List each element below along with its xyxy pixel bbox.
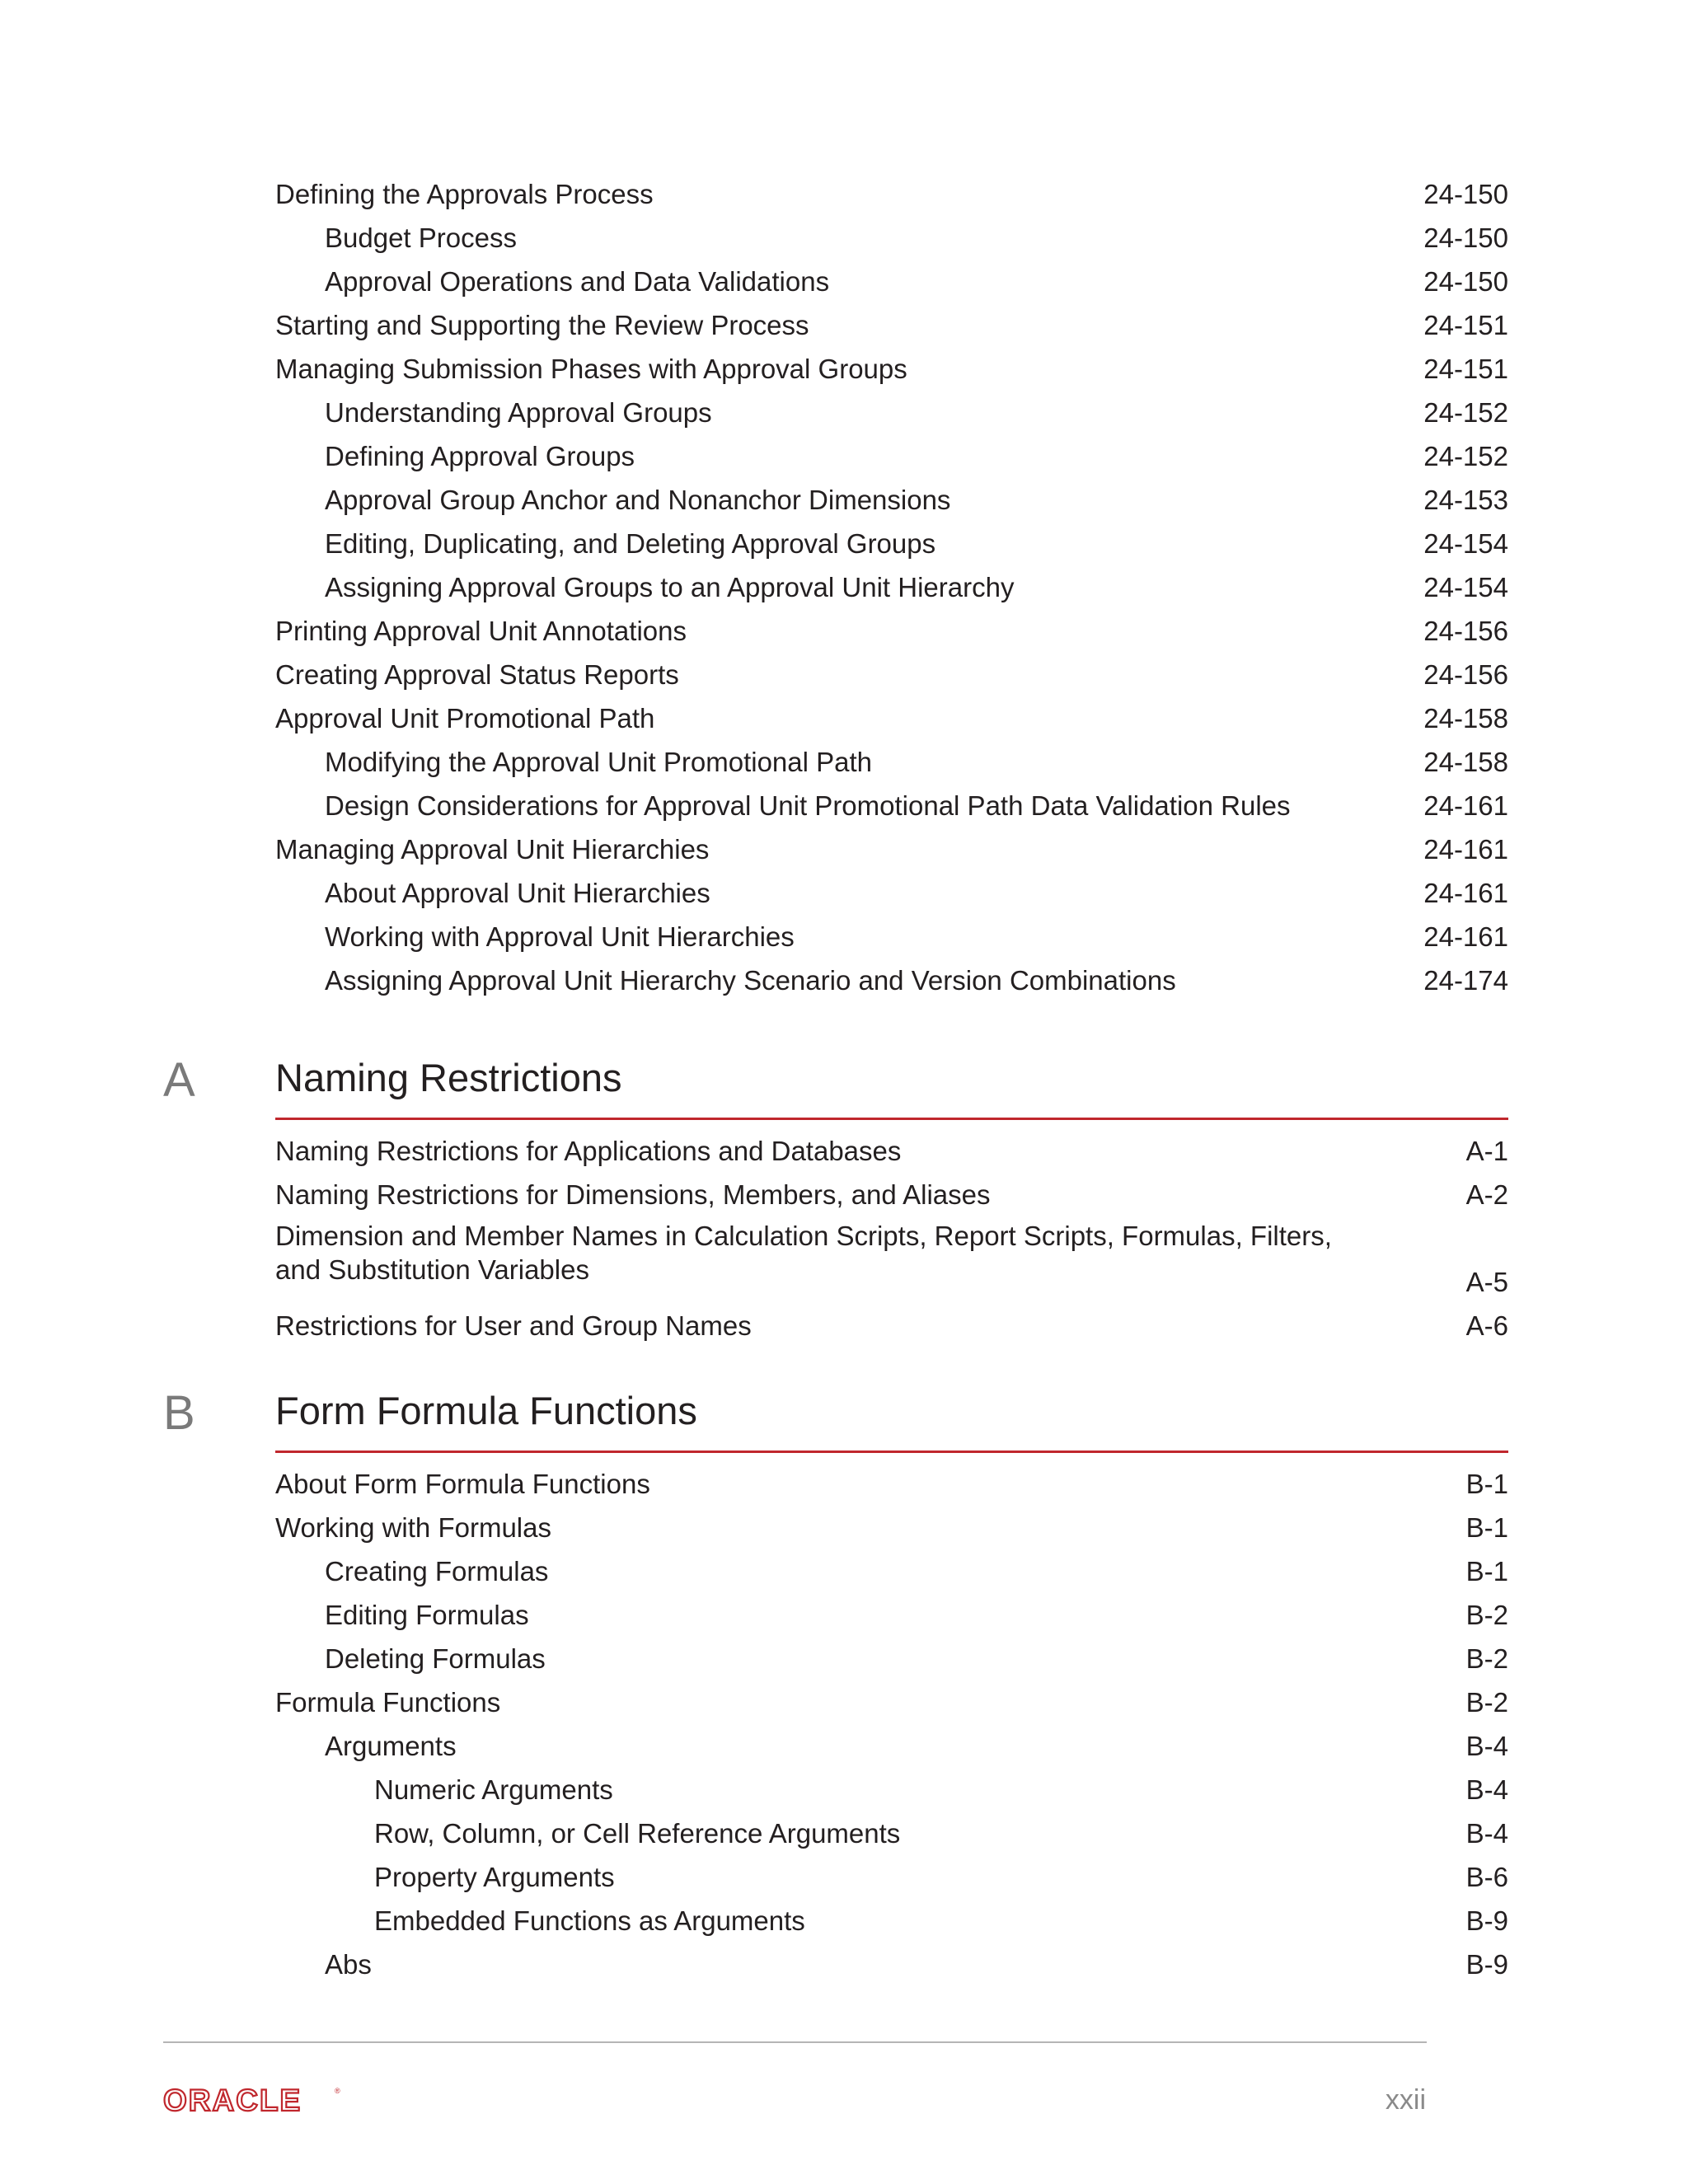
toc-entry-page: 24-150 [1423, 179, 1508, 209]
toc-entry-title[interactable]: Approval Operations and Data Validations [325, 266, 830, 297]
toc-entry[interactable] [0, 1593, 1688, 1637]
toc-entry[interactable] [0, 1637, 1688, 1680]
toc-entry-title[interactable]: About Form Formula Functions [275, 1469, 650, 1499]
toc-entry-title[interactable]: Naming Restrictions for Dimensions, Members, and Aliases [275, 1179, 991, 1210]
toc-entry-page: 24-156 [1423, 616, 1508, 646]
toc-entry-title[interactable]: Deleting Formulas [325, 1643, 546, 1674]
toc-entry[interactable] [0, 740, 1688, 784]
toc-entry[interactable] [0, 565, 1688, 609]
toc-entry-title[interactable]: Creating Formulas [325, 1556, 549, 1586]
toc-entry-page: A-6 [1465, 1310, 1508, 1341]
toc-entry[interactable] [0, 827, 1688, 871]
toc-entry[interactable] [0, 1506, 1688, 1549]
toc-entry-page: B-4 [1465, 1731, 1508, 1761]
toc-entry-title[interactable]: Working with Formulas [275, 1512, 551, 1543]
toc-entry-title[interactable]: Property Arguments [374, 1862, 615, 1892]
appendix-divider [275, 1118, 1508, 1120]
toc-entry-title[interactable]: Abs [325, 1949, 372, 1980]
toc-entry-title[interactable]: Approval Group Anchor and Nonanchor Dimensions [325, 485, 951, 515]
toc-entry[interactable] [0, 1680, 1688, 1724]
toc-entry-title[interactable]: Defining the Approvals Process [275, 179, 654, 209]
toc-entry[interactable] [0, 1462, 1688, 1506]
toc-entry-title[interactable]: Row, Column, or Cell Reference Arguments [374, 1818, 901, 1849]
toc-entry[interactable] [0, 1216, 1688, 1304]
toc-entry-page: 24-153 [1423, 485, 1508, 515]
toc-entry-title[interactable]: Embedded Functions as Arguments [374, 1905, 805, 1936]
toc-entry[interactable] [0, 1899, 1688, 1943]
toc-entry-title[interactable]: Printing Approval Unit Annotations [275, 616, 687, 646]
toc-entry-page: B-1 [1465, 1469, 1508, 1499]
toc-entry-page: A-2 [1465, 1179, 1508, 1210]
toc-entry-page: A-5 [1465, 1267, 1508, 1297]
toc-entry-title[interactable]: Dimension and Member Names in Calculation Scripts, Report Scripts, Formulas, Filters, and Substitution Variables [275, 1221, 1332, 1285]
toc-entry-page: 24-161 [1423, 921, 1508, 952]
toc-entry[interactable] [0, 1549, 1688, 1593]
toc-entry-page: 24-151 [1423, 354, 1508, 384]
toc-entry[interactable] [0, 1768, 1688, 1811]
toc-entry-title[interactable]: Budget Process [325, 223, 517, 253]
toc-entry[interactable] [0, 522, 1688, 565]
toc-entry[interactable] [0, 391, 1688, 434]
toc-entry[interactable] [0, 434, 1688, 478]
toc-entry-page: 24-161 [1423, 834, 1508, 865]
toc-entry[interactable] [0, 1811, 1688, 1855]
toc-entry-title[interactable]: About Approval Unit Hierarchies [325, 878, 710, 908]
toc-entry-title[interactable]: Assigning Approval Groups to an Approval Unit Hierarchy [325, 572, 1015, 602]
toc-entry-title[interactable]: Managing Approval Unit Hierarchies [275, 834, 710, 865]
toc-entry-page: B-2 [1465, 1687, 1508, 1718]
appendix-letter: B [163, 1386, 195, 1440]
svg-text:®: ® [335, 2087, 340, 2095]
toc-entry-title[interactable]: Formula Functions [275, 1687, 501, 1718]
toc-entry-page: B-9 [1465, 1949, 1508, 1980]
toc-entry-title[interactable]: Assigning Approval Unit Hierarchy Scenario and Version Combinations [325, 965, 1176, 996]
toc-entry[interactable] [0, 1724, 1688, 1768]
toc-entry-title[interactable]: Defining Approval Groups [325, 441, 635, 471]
toc-entry-title[interactable]: Working with Approval Unit Hierarchies [325, 921, 795, 952]
toc-entry-title[interactable]: Managing Submission Phases with Approval Groups [275, 354, 907, 384]
toc-entry[interactable] [0, 1173, 1688, 1216]
toc-entry-page: 24-174 [1423, 965, 1508, 996]
toc-entry[interactable] [0, 478, 1688, 522]
appendix-title[interactable]: Naming Restrictions [275, 1056, 622, 1099]
toc-continued-list [0, 172, 1688, 1002]
appendix-b-entries [0, 1462, 1688, 1986]
toc-entry-title[interactable]: Arguments [325, 1731, 457, 1761]
toc-entry-title[interactable]: Design Considerations for Approval Unit Promotional Path Data Validation Rules [325, 790, 1291, 821]
toc-entry-page: B-6 [1465, 1862, 1508, 1892]
toc-entry-page: 24-152 [1423, 441, 1508, 471]
toc-entry[interactable] [0, 1304, 1688, 1347]
toc-entry-title[interactable]: Naming Restrictions for Applications and Databases [275, 1136, 902, 1166]
appendix-a-entries [0, 1129, 1688, 1347]
toc-entry[interactable] [0, 696, 1688, 740]
appendix-title[interactable]: Form Formula Functions [275, 1389, 697, 1432]
toc-entry-title[interactable]: Editing Formulas [325, 1600, 529, 1630]
toc-entry-title[interactable]: Creating Approval Status Reports [275, 659, 679, 690]
toc-entry-page: B-9 [1465, 1905, 1508, 1936]
toc-entry[interactable] [0, 260, 1688, 303]
toc-entry-title[interactable]: Restrictions for User and Group Names [275, 1310, 752, 1341]
appendix-letter: A [163, 1053, 195, 1107]
appendix-divider [275, 1451, 1508, 1453]
toc-entry-page: 24-152 [1423, 397, 1508, 428]
toc-entry[interactable] [0, 1855, 1688, 1899]
toc-entry-title[interactable]: Editing, Duplicating, and Deleting Approval Groups [325, 528, 936, 559]
oracle-logo [163, 2083, 345, 2116]
toc-entry-title[interactable]: Understanding Approval Groups [325, 397, 712, 428]
toc-entry-page: 24-150 [1423, 266, 1508, 297]
toc-entry[interactable] [0, 303, 1688, 347]
toc-entry-page: B-1 [1465, 1512, 1508, 1543]
toc-entry-title[interactable]: Modifying the Approval Unit Promotional Path [325, 747, 873, 777]
toc-entry[interactable] [0, 915, 1688, 958]
toc-entry[interactable] [0, 1129, 1688, 1173]
toc-entry-page: 24-158 [1423, 747, 1508, 777]
page-number: xxii [1385, 2084, 1426, 2116]
toc-entry-title[interactable]: Approval Unit Promotional Path [275, 703, 655, 733]
toc-entry[interactable] [0, 172, 1688, 216]
toc-entry-page: 24-161 [1423, 790, 1508, 821]
toc-entry[interactable] [0, 347, 1688, 391]
oracle-logo-text: ORACLE [163, 2083, 302, 2116]
toc-entry-page: B-2 [1465, 1643, 1508, 1674]
toc-entry-page: A-1 [1465, 1136, 1508, 1166]
toc-entry-page: 24-158 [1423, 703, 1508, 733]
toc-entry-title[interactable]: Starting and Supporting the Review Process [275, 310, 809, 340]
footer-divider [163, 2041, 1427, 2043]
toc-entry[interactable] [0, 653, 1688, 696]
toc-entry-page: 24-154 [1423, 572, 1508, 602]
toc-entry-page: 24-156 [1423, 659, 1508, 690]
toc-entry-page: B-2 [1465, 1600, 1508, 1630]
toc-entry[interactable] [0, 1943, 1688, 1986]
toc-entry-page: 24-150 [1423, 223, 1508, 253]
toc-entry-page: 24-154 [1423, 528, 1508, 559]
toc-entry[interactable] [0, 216, 1688, 260]
toc-entry-page: B-1 [1465, 1556, 1508, 1586]
toc-entry-page: 24-161 [1423, 878, 1508, 908]
toc-entry-page: B-4 [1465, 1818, 1508, 1849]
toc-entry[interactable] [0, 784, 1688, 827]
toc-entry[interactable] [0, 958, 1688, 1002]
toc-entry-page: 24-151 [1423, 310, 1508, 340]
toc-entry-page: B-4 [1465, 1774, 1508, 1805]
toc-entry-title[interactable]: Numeric Arguments [374, 1774, 613, 1805]
toc-entry[interactable] [0, 609, 1688, 653]
toc-entry[interactable] [0, 871, 1688, 915]
